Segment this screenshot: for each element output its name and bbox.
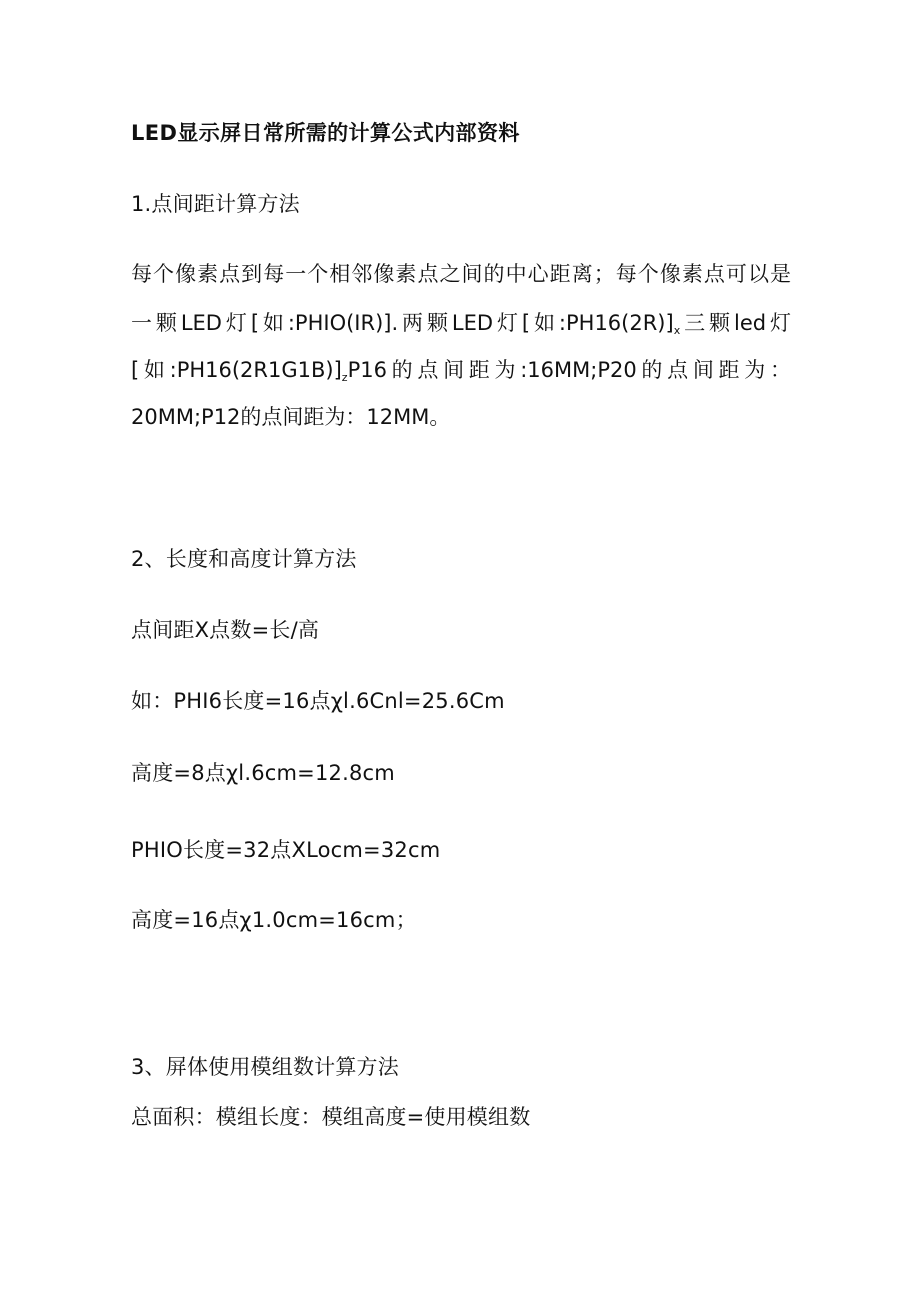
- section3-formula: 总面积：模组长度：模组高度=使用模组数: [131, 1105, 531, 1129]
- section1-line-2-text-b: 三颗led灯: [680, 311, 791, 335]
- section1-heading: 1.点间距计算方法: [131, 192, 300, 216]
- section1-line-3-subscript: z: [341, 371, 348, 384]
- section1-line-2: [131, 309, 791, 337]
- document-title: LED显示屏日常所需的计算公式内部资料: [131, 121, 520, 145]
- section1-line-3-text-b: P16的点间距为:16MM;P20的点间距为：: [347, 358, 791, 382]
- section2-example-1: 如：PHI6长度=16点χl.6Cnl=25.6Cm: [131, 689, 505, 713]
- section2-formula: 点间距X点数=长/高: [131, 618, 320, 642]
- section1-line-2-text-a: 一颗LED灯[如:PHIO(IR)].两颗LED灯[如:PH16(2R)]: [131, 311, 674, 335]
- section1-line-3: [131, 356, 791, 384]
- section2-example-3: PHIO长度=32点XLocm=32cm: [131, 838, 441, 862]
- section3-heading: 3、屏体使用模组数计算方法: [131, 1055, 399, 1079]
- section1-line-2-subscript: x: [673, 324, 681, 337]
- section1-line-4: 20MM;P12的点间距为：12MM。: [131, 405, 451, 429]
- section2-heading: 2、长度和高度计算方法: [131, 547, 357, 571]
- section1-paragraph: [131, 260, 791, 430]
- section1-line-1: 每个像素点到每一个相邻像素点之间的中心距离；每个像素点可以是: [131, 262, 791, 286]
- section2-example-2: 高度=8点χl.6cm=12.8cm: [131, 761, 395, 785]
- section2-example-4: 高度=16点χ1.0cm=16cm；: [131, 908, 417, 932]
- section1-line-3-text-a: [如:PH16(2R1G1B)]: [131, 358, 342, 382]
